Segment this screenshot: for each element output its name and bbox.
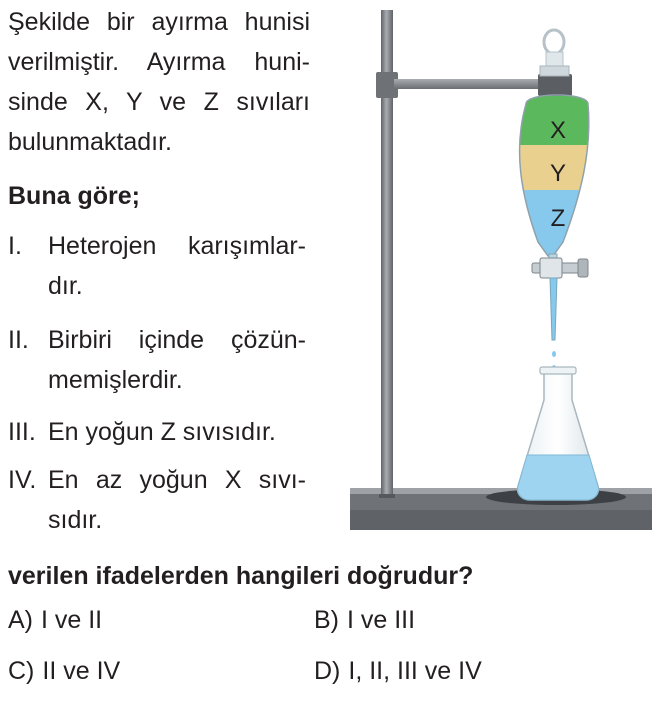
funnel-stopper <box>540 30 569 76</box>
statement-number: IV. <box>8 466 37 494</box>
option-letter: D) <box>314 657 341 685</box>
intro-line: sinde X, Y ve Z sıvıları <box>8 88 310 116</box>
option-letter: B) <box>314 606 339 634</box>
statement-text: memişlerdir. <box>48 366 183 394</box>
intro-line: bulunmaktadır. <box>8 128 172 156</box>
statement-text: Heterojen karışımlar- <box>48 232 306 260</box>
statement-number: II. <box>8 326 29 354</box>
separatory-funnel <box>500 95 610 268</box>
statement-number: III. <box>8 418 36 446</box>
stopcock <box>532 258 588 278</box>
statement-number: I. <box>8 232 22 260</box>
statement-text: En yoğun Z sıvısıdır. <box>48 418 276 446</box>
erlenmeyer-flask <box>518 367 599 500</box>
option-letter: A) <box>8 606 33 634</box>
layer-label-x: X <box>549 117 567 144</box>
question-text: verilen ifadelerden hangileri doğrudur? <box>8 562 474 590</box>
statement-text: En az yoğun X sıvı- <box>48 466 306 494</box>
statement-text: Birbiri içinde çözün- <box>48 326 306 354</box>
flask-liquid <box>518 455 599 500</box>
layer-label-y: Y <box>549 160 567 187</box>
option-text: I, II, III ve IV <box>348 657 482 685</box>
intro-line: verilmiştir. Ayırma huni- <box>8 48 310 76</box>
layer-label-z: Z <box>550 205 566 232</box>
statement-text: sıdır. <box>48 506 103 534</box>
option-text: I ve III <box>347 606 416 634</box>
statement-text: dır. <box>48 272 83 300</box>
option-letter: C) <box>8 657 35 685</box>
option-text: II ve IV <box>42 657 121 685</box>
prompt-heading: Buna göre; <box>8 182 140 210</box>
option-text: I ve II <box>41 606 103 634</box>
intro-line: Şekilde bir ayırma hunisi <box>8 8 310 36</box>
